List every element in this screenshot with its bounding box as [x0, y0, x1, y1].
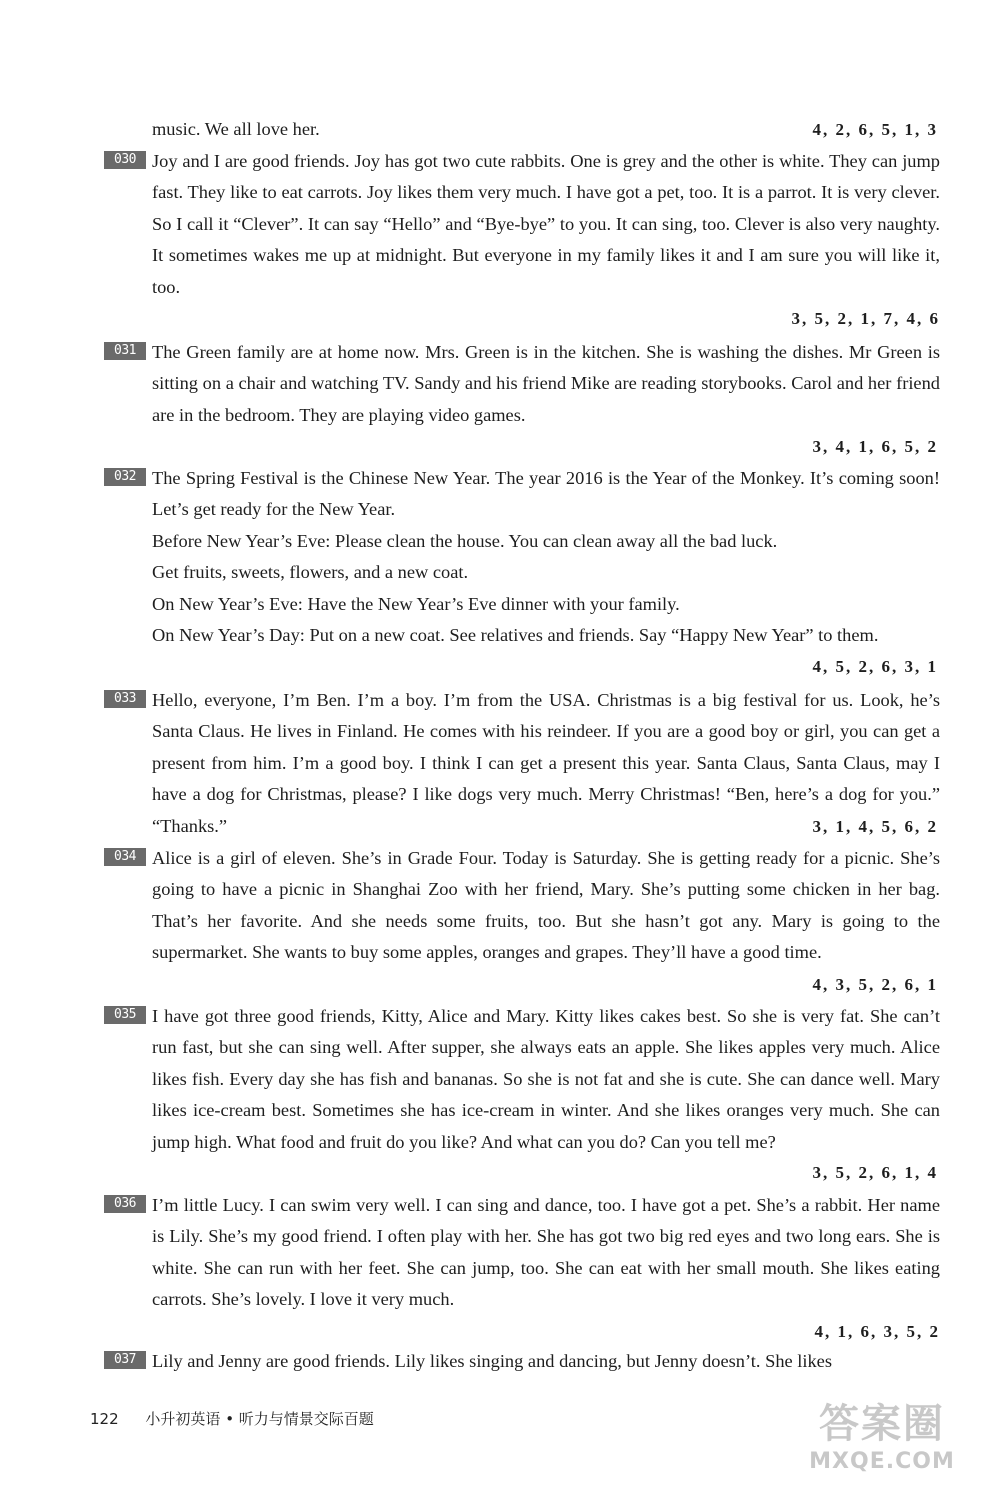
entry-number: 037 [104, 1351, 146, 1369]
book-title: 小升初英语 • 听力与情景交际百题 [145, 1410, 374, 1428]
entry-paragraph: Lily and Jenny are good friends. Lily likes singing and dancing, but Jenny doesn’t. She likes [152, 1351, 833, 1371]
entry-text [152, 337, 940, 431]
answer-key: 3, 5, 2, 6, 1, 4 [812, 1163, 938, 1182]
answer-key: 3, 1, 4, 5, 6, 2 [812, 817, 938, 836]
entry-paragraph: The Green family are at home now. Mrs. Green is in the kitchen. She is washing the dishes. Mr Green is sitting on a chair and watching TV. Sandy and his friend Mike are reading storybooks. Carol and her friend are in the bedroom. They are playing video games. [152, 342, 940, 425]
entry-032 [104, 463, 940, 685]
entry-033 [104, 685, 940, 843]
watermark-url: MXQE.COM [809, 1449, 955, 1474]
answer-key: 3, 4, 1, 6, 5, 2 [812, 437, 938, 456]
entry-number: 030 [104, 151, 146, 169]
entry-text [152, 1190, 940, 1347]
entry-034 [104, 843, 940, 1001]
entry-number: 034 [104, 848, 146, 866]
entry-paragraph: Get fruits, sweets, flowers, and a new coat. [152, 562, 469, 583]
entry-paragraph: Alice is a girl of eleven. She’s in Grade Four. Today is Saturday. She is getting ready for a picnic. She’s going to have a picnic in Shanghai Zoo with her friend, Mary. She’s putting some chicken in her bag. That’s her favorite. And she needs some fruits, too. But she hasn’t got any. Mary is going to the supermarket. She wants to buy some apples, oranges and grapes. They’ll have a good time. [152, 848, 940, 963]
answer-key: 4, 3, 5, 2, 6, 1 [812, 975, 938, 994]
entry-number: 036 [104, 1195, 146, 1213]
entry-number: 033 [104, 690, 146, 708]
entry-paragraph: I have got three good friends, Kitty, Alice and Mary. Kitty likes cakes best. So she is very fat. She can’t run fast, but she can sing well. After supper, she always eats an apple. She likes apples very much. Alice likes fish. Every day she has fish and bananas. So she is not fat and she is cute. She can dance well. Mary likes ice-cream best. Sometimes she has ice-cream in winter. And she likes oranges very much. She can jump high. What food and fruit do you like? And what can you do? Can you tell me? [152, 1006, 940, 1152]
entry-text [152, 463, 940, 651]
continuation-line [104, 114, 940, 146]
entry-031 [104, 337, 940, 463]
page-footer [90, 1408, 374, 1429]
entry-text [152, 843, 940, 969]
entry-paragraph: I’m little Lucy. I can swim very well. I can sing and dance, too. I have got a pet. She’s a rabbit. Her name is Lily. She’s my good friend. I often play with her. She has got two big red eyes and two long ears. She is white. She can run with her feet. She can jump, too. She can eat with her small mouth. She likes eating carrots. She’s lovely. I love it very much. [152, 1195, 940, 1310]
answer-key: 4, 5, 2, 6, 3, 1 [812, 657, 938, 676]
entry-paragraph: On New Year’s Eve: Have the New Year’s Eve dinner with your family. [152, 593, 680, 614]
watermark-logo [782, 1392, 982, 1482]
watermark-logo-text: 答案圈 [819, 1401, 945, 1447]
entry-paragraph: Before New Year’s Eve: Please clean the house. You can clean away all the bad luck. [152, 530, 778, 551]
entry-paragraph: Joy and I are good friends. Joy has got two cute rabbits. One is grey and the other is white. They can jump fast. They like to eat carrots. Joy likes them very much. I have got a pet, too. It is a parrot. It is very clever. So I call it “Clever”. It can say “Hello” and “Bye-bye” to you. It can sing, too. Clever is also very naughty. It sometimes wakes me up at midnight. But everyone in my family likes it and I am sure you will like it, too. [152, 151, 940, 297]
answer-key: 4, 2, 6, 5, 1, 3 [812, 120, 938, 139]
entry-text [152, 1346, 940, 1377]
entry-035 [104, 1001, 940, 1191]
entry-030 [104, 146, 940, 336]
entry-036 [104, 1190, 940, 1348]
entry-037 [104, 1346, 940, 1378]
entry-paragraph: Hello, everyone, I’m Ben. I’m a boy. I’m from the USA. Christmas is a big festival for us. Look, he’s Santa Claus. He lives in Finland. He comes with his reindeer. If you are a good boy or girl, you can get a present from him. I’m a good boy. I think I can get a present this year. Santa Claus, Santa Claus, may I have a dog for Christmas, please? I like dogs very much. Merry Christmas! “Ben, here’s a dog for you.” “Thanks.” [152, 690, 940, 836]
continuation-text: music. We all love her. [152, 119, 320, 139]
entry-text [152, 146, 940, 334]
page-number: 122 [90, 1410, 119, 1428]
answer-key: 4, 1, 6, 3, 5, 2 [814, 1321, 940, 1341]
entry-text [152, 1001, 940, 1158]
entry-number: 032 [104, 468, 146, 486]
answer-key: 3, 5, 2, 1, 7, 4, 6 [791, 309, 940, 329]
entry-paragraph: On New Year’s Day: Put on a new coat. See relatives and friends. Say “Happy New Year” to them. [152, 625, 879, 646]
entry-number: 035 [104, 1006, 146, 1024]
entry-number: 031 [104, 342, 146, 360]
entry-paragraph: The Spring Festival is the Chinese New Year. The year 2016 is the Year of the Monkey. It’s coming soon! Let’s get ready for the New Year. [152, 468, 940, 520]
